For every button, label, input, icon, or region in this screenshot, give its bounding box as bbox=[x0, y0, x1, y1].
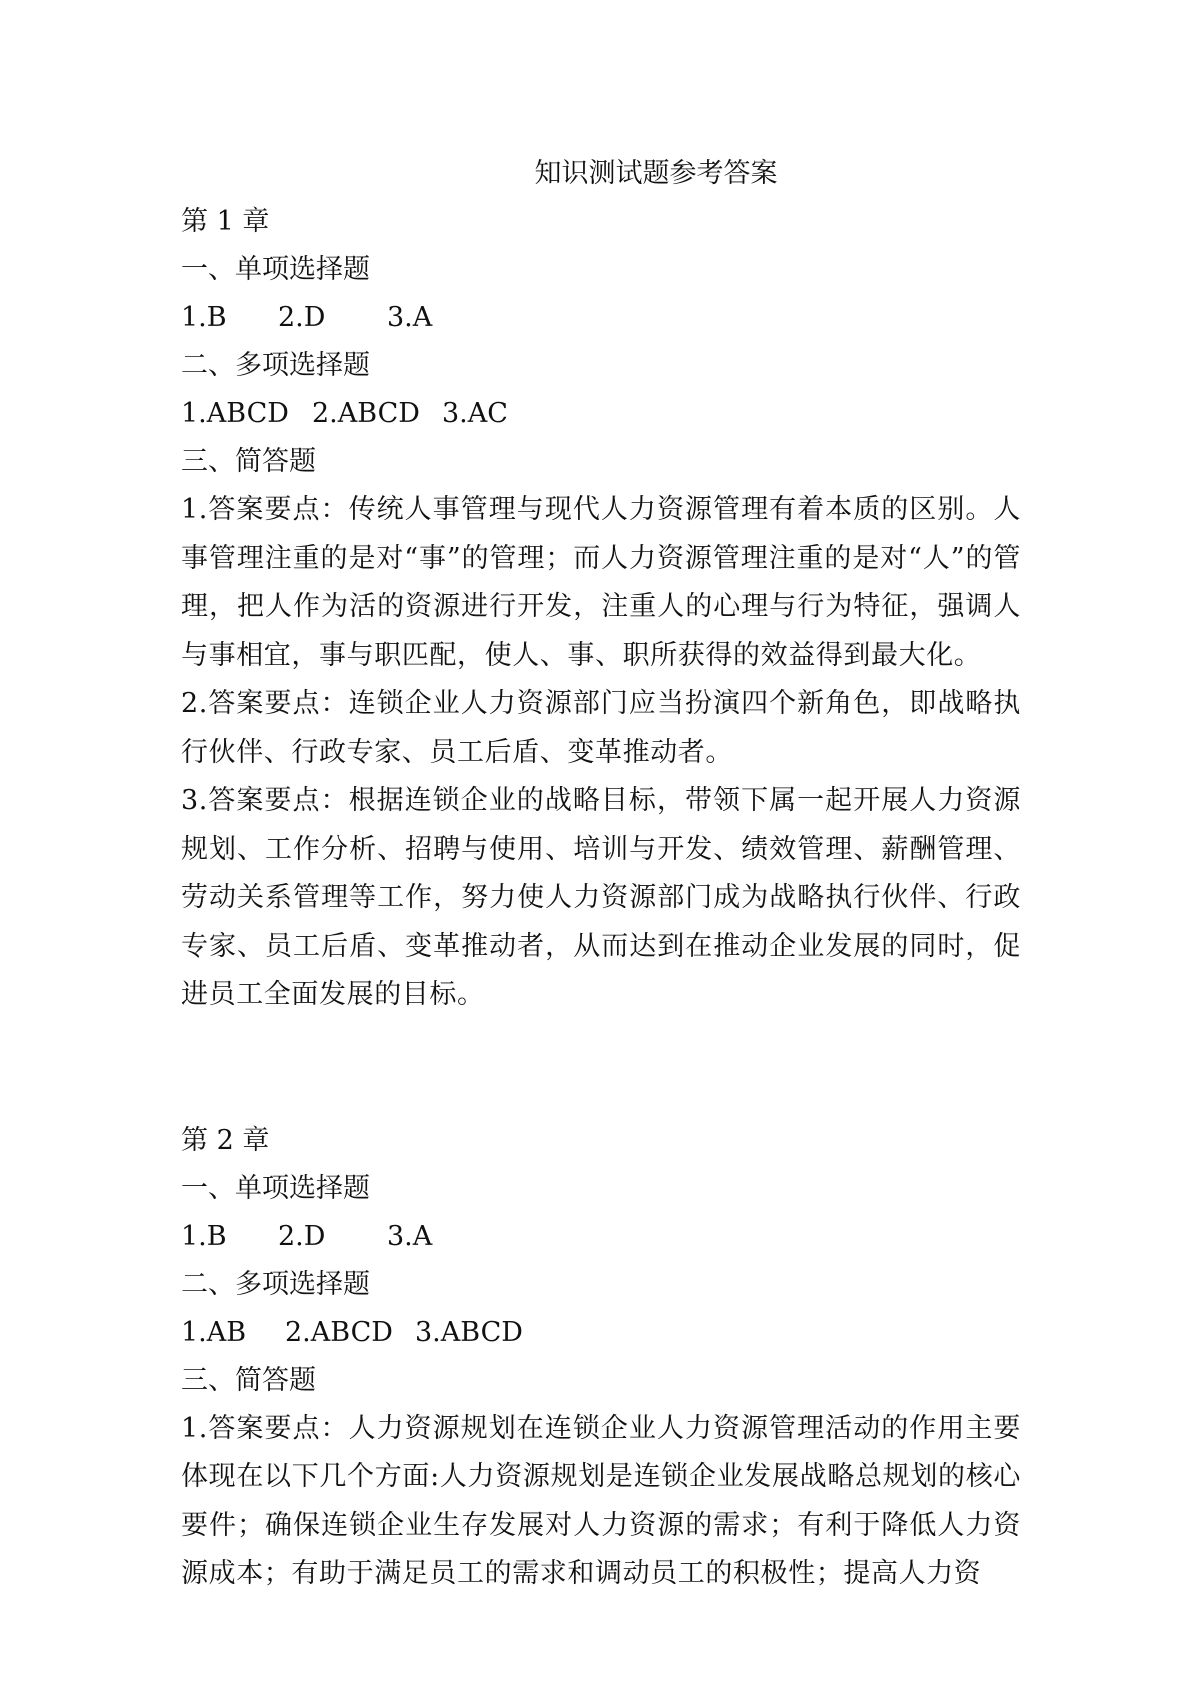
answer-item: 2.D bbox=[278, 302, 326, 333]
answer-item: 1.B bbox=[181, 302, 227, 333]
chapter-2-short-answer-heading: 三、简答题 bbox=[181, 1364, 316, 1396]
answer-item: 3.ABCD bbox=[415, 1316, 523, 1348]
chapter-1-short-answer-heading: 三、简答题 bbox=[181, 446, 316, 477]
answer-item: 1.AB bbox=[181, 1316, 247, 1348]
chapter-1-short-answer-3: 3.答案要点：根据连锁企业的战略目标，带领下属一起开展人力资源规划、工作分析、招聘与使用、培训与开发、绩效管理、薪酬管理、劳动关系管理等工作，努力使人力资源部门成为战略执行伙伴、行政专家、员工后盾、变革推动者，从而达到在推动企业发展的同时，促进员工全面发展的目标。 bbox=[181, 785, 1021, 1010]
chapter-2-single-choice-heading: 一、单项选择题 bbox=[181, 1172, 370, 1204]
answer-item: 1.ABCD bbox=[181, 398, 289, 429]
chapter-1-multi-choice-answers bbox=[181, 390, 1021, 438]
answer-item: 3.A bbox=[387, 302, 433, 333]
chapter-1-single-choice-answers bbox=[181, 294, 1021, 342]
answer-item: 3.A bbox=[387, 1220, 433, 1252]
chapter-2-multi-choice-answers bbox=[181, 1309, 1021, 1357]
chapter-1-short-answer-2: 2.答案要点：连锁企业人力资源部门应当扮演四个新角色，即战略执行伙伴、行政专家、员工后盾、变革推动者。 bbox=[181, 688, 1021, 768]
chapter-2-single-choice-answers bbox=[181, 1213, 1021, 1261]
section-spacer bbox=[181, 1020, 1021, 1117]
answer-item: 2.ABCD bbox=[285, 1316, 393, 1348]
chapter-2-heading: 第 2 章 bbox=[181, 1124, 270, 1156]
answer-item: 2.D bbox=[278, 1220, 326, 1252]
chapter-1-multi-choice-heading: 二、多项选择题 bbox=[181, 350, 370, 381]
chapter-2-multi-choice-heading: 二、多项选择题 bbox=[181, 1268, 370, 1300]
chapter-1-single-choice-heading: 一、单项选择题 bbox=[181, 254, 370, 285]
answer-item: 1.B bbox=[181, 1220, 227, 1252]
answer-item: 3.AC bbox=[442, 398, 508, 429]
answer-item: 2.ABCD bbox=[312, 398, 420, 429]
chapter-1-heading: 第 1 章 bbox=[181, 206, 270, 237]
chapter-2-short-answer-1: 1.答案要点：人力资源规划在连锁企业人力资源管理活动的作用主要体现在以下几个方面:人力资源规划是连锁企业发展战略总规划的核心要件；确保连锁企业生存发展对人力资源的需求；有利于降低人力资源成本；有助于满足员工的需求和调动员工的积极性；提高人力资 bbox=[181, 1412, 1021, 1589]
document-page bbox=[181, 150, 1021, 1599]
page-title: 知识测试题参考答案 bbox=[534, 158, 778, 189]
chapter-1-short-answer-1: 1.答案要点：传统人事管理与现代人力资源管理有着本质的区别。人事管理注重的是对“事”的管理；而人力资源管理注重的是对“人”的管理，把人作为活的资源进行开发，注重人的心理与行为特征，强调人与事相宜，事与职匹配，使人、事、职所获得的效益得到最大化。 bbox=[181, 494, 1021, 671]
